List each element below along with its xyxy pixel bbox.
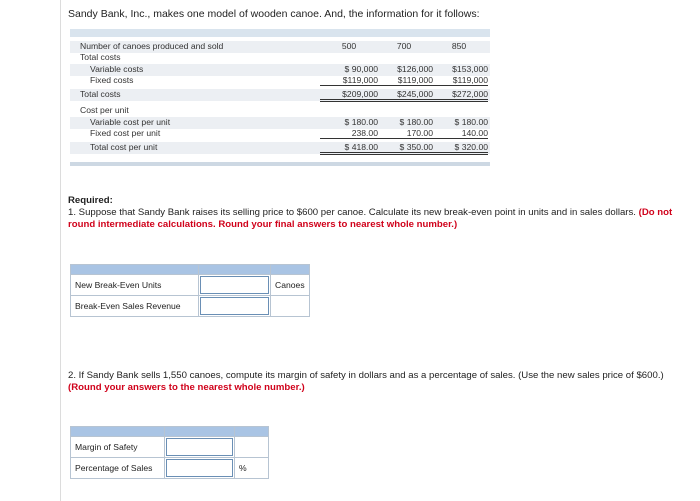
total-cost-per-unit-850: $ 320.00 [430, 142, 488, 155]
total-costs-700: $245,000 [375, 89, 433, 102]
percentage-of-sales-input[interactable] [166, 459, 233, 477]
break-even-sales-revenue-label: Break-Even Sales Revenue [71, 296, 199, 317]
total-costs-label: Total costs [80, 89, 121, 99]
table-row-total-costs [70, 89, 490, 101]
answer-table-1 [70, 264, 310, 317]
variable-cost-per-unit-850: $ 180.00 [454, 117, 488, 127]
table-row [71, 296, 310, 317]
revenue-unit-label [271, 296, 310, 317]
required-title: Required: [68, 195, 113, 206]
fixed-costs-700: $119,000 [375, 75, 433, 86]
header-col-700: 700 [396, 41, 412, 51]
header-col-850: 850 [451, 41, 467, 51]
question-2 [68, 370, 698, 394]
fixed-costs-850: $119,000 [430, 75, 488, 86]
answer-table-1-header-cell [271, 265, 310, 275]
cost-per-unit-heading: Cost per unit [80, 105, 129, 115]
total-cost-per-unit-500: $ 418.00 [320, 142, 378, 155]
table-bottom-rule [70, 162, 490, 166]
header-label: Number of canoes produced and sold [80, 41, 224, 51]
canoes-unit-label: Canoes [271, 275, 310, 296]
total-cost-per-unit-label: Total cost per unit [90, 142, 158, 152]
fixed-cost-per-unit-label: Fixed cost per unit [90, 128, 161, 138]
answer-table-2 [70, 426, 269, 479]
break-even-sales-revenue-input[interactable] [200, 297, 269, 315]
answer-table-2-header-cell [71, 427, 165, 437]
question-2-rounding-note: (Round your answers to the nearest whole number.) [68, 382, 305, 393]
table-row-total-cost-per-unit [70, 142, 490, 154]
question-1-text: 1. Suppose that Sandy Bank raises its selling price to $600 per canoe. Calculate its new break-even point in units and in sales dollars. [68, 207, 636, 218]
percentage-of-sales-label: Percentage of Sales [71, 458, 165, 479]
answer-table-2-header-cell [165, 427, 235, 437]
question-2-text: 2. If Sandy Bank sells 1,550 canoes, compute its margin of safety in dollars and as a percentage of sales. (Use the new sales price of $600.) [68, 370, 664, 381]
variable-cost-per-unit-700: $ 180.00 [399, 117, 433, 127]
total-costs-850: $272,000 [430, 89, 488, 102]
required-section [68, 195, 693, 231]
question-1 [68, 207, 693, 231]
table-row [71, 437, 269, 458]
answer-table-1-header-cell [199, 265, 271, 275]
table-row-fixed-costs [70, 75, 490, 87]
table-row-fixed-cost-per-unit [70, 128, 490, 140]
intro-text: Sandy Bank, Inc., makes one model of wooden canoe. And, the information for it follows: [68, 8, 480, 20]
fixed-cost-per-unit-850: 140.00 [430, 128, 488, 139]
fixed-cost-per-unit-500: 238.00 [320, 128, 378, 139]
variable-costs-700: $126,000 [397, 64, 433, 74]
fixed-costs-label: Fixed costs [90, 75, 134, 85]
table-header-band [70, 29, 490, 37]
variable-cost-per-unit-500: $ 180.00 [344, 117, 378, 127]
table-row [71, 458, 269, 479]
header-col-500: 500 [341, 41, 357, 51]
margin-of-safety-input[interactable] [166, 438, 233, 456]
total-costs-500: $209,000 [320, 89, 378, 102]
answer-table-2-header-cell [235, 427, 269, 437]
fixed-costs-500: $119,000 [320, 75, 378, 86]
question-1-rounding-note: (Do not round intermediate calculations. Round your final answers to nearest whole number.) [68, 207, 673, 230]
variable-costs-850: $153,000 [452, 64, 488, 74]
fixed-cost-per-unit-700: 170.00 [375, 128, 433, 139]
variable-costs-500: $ 90,000 [344, 64, 378, 74]
table-row-total-costs-heading [70, 52, 490, 64]
total-costs-heading: Total costs [80, 52, 121, 62]
variable-costs-label: Variable costs [90, 64, 144, 74]
table-row [71, 275, 310, 296]
new-break-even-units-label: New Break-Even Units [71, 275, 199, 296]
table-row-cost-per-unit-heading [70, 105, 490, 117]
margin-of-safety-label: Margin of Safety [71, 437, 165, 458]
variable-cost-per-unit-label: Variable cost per unit [90, 117, 171, 127]
total-cost-per-unit-700: $ 350.00 [375, 142, 433, 155]
answer-table-1-header-cell [71, 265, 199, 275]
percent-unit-label: % [235, 458, 269, 479]
new-break-even-units-input[interactable] [200, 276, 269, 294]
margin-unit-label [235, 437, 269, 458]
